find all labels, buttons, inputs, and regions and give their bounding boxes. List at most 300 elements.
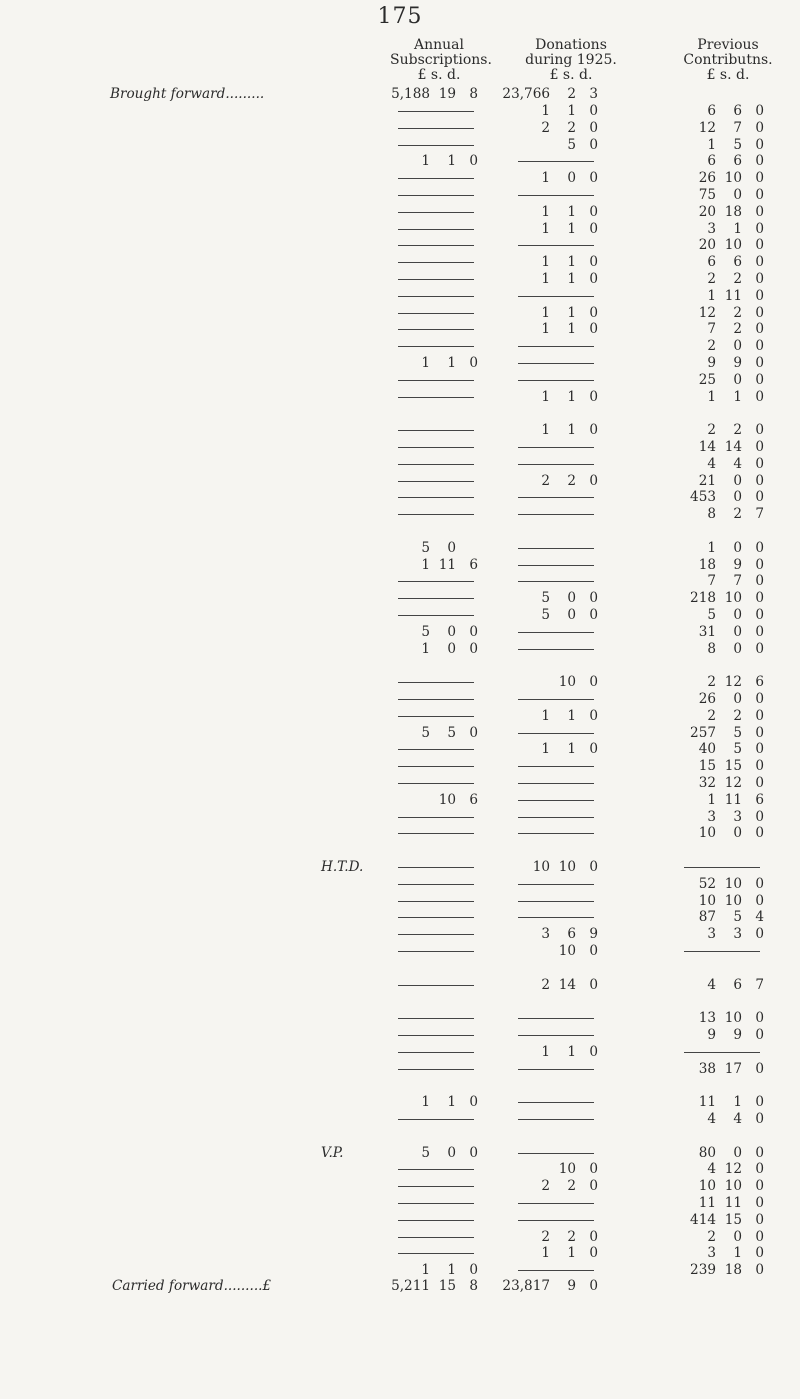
ledger-row [0,1161,800,1178]
amount-pence: 0 [589,136,598,153]
amount-pence: 0 [755,539,764,556]
ledger-row [0,170,800,187]
amount-pounds: 257 [690,724,716,741]
blank-rule [398,951,474,952]
amount-shillings: 11 [724,287,742,304]
amount-shillings: 1 [733,1245,742,1262]
amount-pounds: 11 [698,1094,716,1111]
amount-shillings: 1 [733,388,742,405]
ledger-row [0,187,800,204]
amount-pence: 0 [755,170,764,187]
amount-shillings: 1 [567,103,576,119]
amount-pounds: 1 [541,422,550,439]
blank-rule [518,245,594,246]
amount-pounds: 1 [541,304,550,321]
amount-pence: 0 [589,119,598,136]
amount-pounds: 31 [698,623,716,640]
amount-shillings: 0 [733,1228,742,1245]
ledger-row [0,271,800,288]
amount-shillings: 1 [567,220,576,237]
amount-shillings: 10 [558,859,576,875]
amount-pounds: 1 [541,1245,550,1262]
amount-pounds: 2 [707,422,716,439]
amount-pounds: 2 [541,1228,550,1245]
blank-rule [518,363,594,364]
ledger-row [0,1094,800,1111]
amount-shillings: 2 [733,506,742,523]
amount-pence: 0 [589,103,598,119]
page-number: 175 [377,4,423,29]
amount-pence: 0 [755,1111,764,1127]
ledger-row [0,859,800,876]
amount-pence: 0 [755,1161,764,1178]
amount-shillings: 10 [558,1161,576,1178]
amount-pence: 0 [755,304,764,321]
amount-shillings: 0 [733,489,742,506]
ledger-row [0,590,800,607]
amount-shillings: 2 [567,472,576,489]
blank-rule [398,245,474,246]
ledger-row [0,741,800,758]
blank-rule [398,749,474,750]
amount-shillings: 0 [733,472,742,489]
amount-shillings: 1 [567,1043,576,1060]
subscriptions-units: £ s. d. [417,67,461,83]
amount-shillings: 6 [733,153,742,170]
ledger-row [0,641,800,658]
amount-shillings: 10 [724,892,742,909]
ledger-row [0,523,800,540]
blank-rule [518,699,594,700]
amount-pence: 0 [589,707,598,724]
amount-pounds: 1 [541,220,550,237]
amount-shillings: 15 [724,758,742,775]
amount-pounds: 5 [707,607,716,623]
amount-pence: 7 [755,506,764,523]
amount-shillings: 17 [724,1060,742,1077]
amount-pence: 0 [589,741,598,758]
blank-rule [684,867,760,868]
amount-pence: 0 [755,1262,764,1279]
amount-pence: 0 [469,355,478,371]
amount-pounds: 38 [698,1060,716,1077]
ledger-row [0,1128,800,1145]
blank-rule [518,548,594,549]
blank-rule [518,884,594,885]
amount-pounds: 10 [532,859,550,875]
amount-pence: 0 [755,875,764,892]
amount-shillings: 0 [733,640,742,657]
previous-title-1: Previous [697,37,759,53]
amount-shillings: 0 [733,825,742,842]
amount-pence: 0 [755,355,764,371]
amount-pence: 0 [589,674,598,691]
amount-shillings: 0 [733,187,742,203]
blank-rule [398,1018,474,1019]
amount-shillings: 0 [733,338,742,355]
amount-shillings: 9 [733,556,742,573]
blank-rule [518,195,594,196]
ledger-row [0,825,800,842]
amount-pounds: 9 [707,355,716,371]
amount-pounds: 4 [707,1161,716,1178]
amount-shillings: 2 [733,304,742,321]
blank-rule [518,1270,594,1271]
donations-units: £ s. d. [549,67,593,83]
amount-pounds: 11 [698,1195,716,1211]
blank-rule [518,565,594,566]
amount-pence: 4 [755,909,764,926]
amount-pence: 0 [589,254,598,271]
amount-pounds: 1 [541,1043,550,1060]
ledger-row [0,1212,800,1229]
blank-rule [398,1237,474,1238]
amount-pence: 0 [469,724,478,741]
amount-pounds: 7 [707,573,716,590]
amount-pence: 0 [755,455,764,472]
amount-pounds: 20 [698,237,716,254]
amount-pounds: 1 [541,170,550,187]
amount-pence: 8 [469,1278,478,1294]
amount-shillings: 0 [733,539,742,556]
ledger-row [0,321,800,338]
amount-shillings: 5 [733,724,742,741]
amount-pence: 0 [755,1060,764,1077]
ledger-row [0,288,800,305]
amount-shillings: 15 [438,1278,456,1294]
blank-rule [518,447,594,448]
brought-forward-row [0,86,800,103]
blank-rule [398,111,474,112]
ledger-row [0,422,800,439]
blank-rule [398,514,474,515]
amount-pence: 0 [755,321,764,338]
ledger-row [0,943,800,960]
amount-pounds: 3 [707,1245,716,1262]
amount-shillings: 6 [733,976,742,993]
amount-pounds: 1 [541,254,550,271]
amount-pounds: 2 [541,976,550,993]
amount-shillings: 0 [733,691,742,707]
blank-rule [398,397,474,398]
blank-rule [398,615,474,616]
amount-pounds: 5,188 [391,86,430,102]
blank-rule [398,1169,474,1170]
entry-suffix: H.T.D. [318,859,363,876]
amount-pounds: 414 [690,1211,716,1228]
amount-shillings: 1 [567,741,576,758]
amount-pounds: 10 [698,892,716,909]
ledger-row [0,1229,800,1246]
brought-forward-label: Brought forward......... [110,86,265,102]
amount-pence: 0 [589,1245,598,1262]
amount-pounds: 20 [698,203,716,220]
blank-rule [518,380,594,381]
amount-shillings: 6 [567,926,576,943]
ledger-row [0,725,800,742]
amount-pence: 0 [469,1262,478,1279]
amount-pence: 0 [589,271,598,287]
amount-pounds: 32 [698,775,716,791]
amount-pence: 0 [589,1228,598,1245]
amount-shillings: 1 [447,355,456,371]
previous-units: £ s. d. [706,67,750,83]
blank-rule [398,313,474,314]
amount-pence: 6 [755,674,764,691]
blank-rule [398,1186,474,1187]
ledger-row [0,489,800,506]
amount-shillings: 5 [733,136,742,153]
amount-pence: 0 [589,1043,598,1060]
blank-rule [398,430,474,431]
ledger-row [0,237,800,254]
blank-rule [398,699,474,700]
amount-pence: 0 [589,472,598,489]
amount-pounds: 1 [541,103,550,119]
amount-shillings: 1 [567,422,576,439]
amount-shillings: 11 [724,791,742,808]
ledger-row [0,405,800,422]
amount-pence: 0 [589,1278,598,1294]
amount-shillings: 1 [733,1094,742,1111]
amount-pence: 0 [755,808,764,825]
amount-shillings: 6 [733,254,742,271]
ledger-row [0,993,800,1010]
ledger-row [0,960,800,977]
blank-rule [398,1253,474,1254]
amount-pence: 0 [755,254,764,271]
amount-pence: 0 [755,590,764,607]
entry-suffix: V.P. [318,1145,343,1162]
blank-rule [398,262,474,263]
amount-pence: 0 [755,220,764,237]
blank-rule [518,800,594,801]
amount-pounds: 5 [421,539,430,556]
amount-shillings: 9 [733,355,742,371]
blank-rule [398,934,474,935]
blank-rule [398,1035,474,1036]
amount-shillings: 5 [733,909,742,926]
ledger-row [0,893,800,910]
ledger-row [0,1145,800,1162]
amount-shillings: 18 [724,1262,742,1279]
ledger-row [0,792,800,809]
blank-rule [518,783,594,784]
amount-pounds: 52 [698,875,716,892]
amount-pence: 0 [755,203,764,220]
ledger-row [0,573,800,590]
amount-pence: 0 [755,472,764,489]
amount-shillings: 2 [733,271,742,287]
amount-pounds: 10 [698,825,716,842]
amount-shillings: 9 [567,1278,576,1294]
amount-pounds: 1 [707,539,716,556]
amount-shillings: 5 [733,741,742,758]
amount-shillings: 10 [724,590,742,607]
ledger-row [0,1245,800,1262]
ledger-row [0,1077,800,1094]
amount-shillings: 1 [447,1262,456,1279]
blank-rule [518,581,594,582]
amount-pence: 0 [755,926,764,943]
ledger-row [0,977,800,994]
blank-rule [518,1102,594,1103]
amount-pounds: 2 [707,674,716,691]
amount-pence: 6 [755,791,764,808]
amount-shillings: 0 [733,1144,742,1161]
amount-pounds: 13 [698,1010,716,1027]
ledger-row [0,909,800,926]
amount-pounds: 25 [698,371,716,388]
amount-pence: 9 [589,926,598,943]
blank-rule [398,497,474,498]
amount-shillings: 2 [733,422,742,439]
amount-pounds: 8 [707,640,716,657]
amount-pounds: 26 [698,691,716,707]
ledger-row [0,657,800,674]
donations-title-1: Donations [535,37,607,53]
amount-pounds: 1 [421,153,430,170]
amount-pounds: 75 [698,187,716,203]
amount-pounds: 3 [541,926,550,943]
amount-shillings: 6 [733,103,742,119]
amount-pounds: 1 [707,287,716,304]
amount-shillings: 1 [567,304,576,321]
amount-pounds: 2 [707,338,716,355]
amount-shillings: 0 [447,539,456,556]
amount-pence: 0 [589,1161,598,1178]
amount-pounds: 15 [698,758,716,775]
amount-shillings: 19 [438,86,456,102]
amount-pence: 0 [755,1094,764,1111]
amount-pence: 6 [469,556,478,573]
ledger-row [0,674,800,691]
subscriptions-header [390,37,492,83]
previous-header [672,38,784,83]
amount-pounds: 6 [707,153,716,170]
blank-rule [518,1018,594,1019]
blank-rule [398,279,474,280]
amount-shillings: 1 [567,1245,576,1262]
blank-rule [518,514,594,515]
amount-shillings: 10 [724,875,742,892]
blank-rule [398,884,474,885]
amount-pounds: 5 [541,590,550,607]
amount-shillings: 3 [733,808,742,825]
amount-pence: 0 [589,859,598,875]
amount-pounds: 6 [707,103,716,119]
amount-pence: 0 [755,187,764,203]
ledger-row [0,506,800,523]
ledger-row [0,842,800,859]
blank-rule [398,229,474,230]
ledger-row [0,372,800,389]
blank-rule [398,128,474,129]
blank-rule [398,481,474,482]
amount-shillings: 14 [558,976,576,993]
ledger-row [0,1262,800,1279]
ledger-row [0,120,800,137]
amount-pounds: 5,211 [391,1278,430,1294]
amount-pence: 0 [755,489,764,506]
amount-pence: 0 [755,388,764,405]
amount-pounds: 1 [707,388,716,405]
amount-pounds: 2 [541,1178,550,1195]
ledger-row [0,624,800,641]
blank-rule [398,716,474,717]
amount-pence: 0 [589,607,598,623]
amount-pounds: 1 [541,203,550,220]
amount-pence: 0 [589,321,598,338]
blank-rule [518,1220,594,1221]
amount-pence: 0 [589,976,598,993]
amount-pence: 0 [755,1245,764,1262]
amount-pounds: 87 [698,909,716,926]
amount-pounds: 10 [698,1178,716,1195]
donations-title-2: during 1925. [525,52,617,68]
amount-pounds: 1 [421,1094,430,1111]
amount-pounds: 5 [421,623,430,640]
amount-pounds: 239 [690,1262,716,1279]
ledger-row [0,1178,800,1195]
amount-pence: 0 [755,775,764,791]
blank-rule [398,178,474,179]
amount-pounds: 3 [707,926,716,943]
blank-rule [518,917,594,918]
amount-pence: 0 [589,220,598,237]
blank-rule [518,733,594,734]
amount-shillings: 10 [724,1010,742,1027]
amount-pounds: 26 [698,170,716,187]
amount-shillings: 5 [447,724,456,741]
amount-shillings: 0 [447,623,456,640]
amount-shillings: 11 [724,1195,742,1211]
amount-shillings: 1 [567,388,576,405]
amount-pounds: 3 [707,808,716,825]
blank-rule [398,1052,474,1053]
blank-rule [398,783,474,784]
amount-shillings: 2 [567,1228,576,1245]
amount-pence: 0 [755,338,764,355]
amount-pence: 3 [589,86,598,102]
amount-pence: 0 [755,1010,764,1027]
amount-pence: 0 [589,422,598,439]
amount-shillings: 14 [724,439,742,455]
amount-pounds: 1 [541,321,550,338]
amount-pence: 0 [755,623,764,640]
amount-pence: 0 [755,103,764,119]
amount-shillings: 3 [733,926,742,943]
ledger-row [0,1061,800,1078]
amount-pounds: 1 [421,355,430,371]
amount-shillings: 15 [724,1211,742,1228]
ledger-row [0,691,800,708]
amount-pounds: 1 [707,136,716,153]
amount-shillings: 2 [567,1178,576,1195]
amount-pence: 0 [755,153,764,170]
blank-rule [398,447,474,448]
blank-rule [518,632,594,633]
amount-pence: 0 [755,892,764,909]
amount-shillings: 1 [567,321,576,338]
amount-pounds: 4 [707,455,716,472]
carried-forward-row [0,1278,800,1295]
amount-pence: 0 [589,590,598,607]
amount-shillings: 11 [438,556,456,573]
amount-pence: 6 [469,791,478,808]
amount-shillings: 7 [733,119,742,136]
amount-pence: 0 [469,153,478,170]
